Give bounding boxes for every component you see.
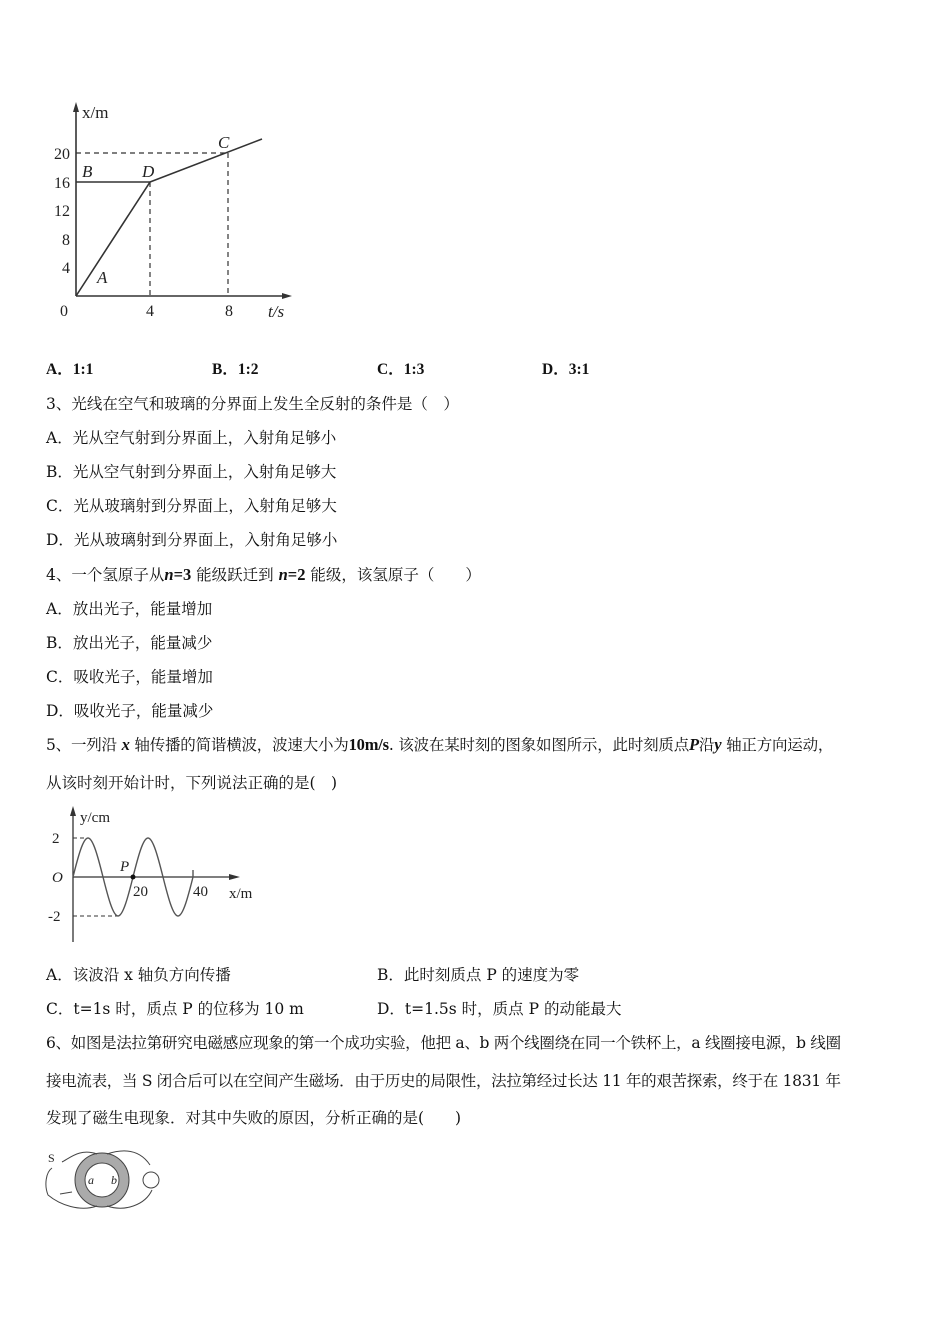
question-5-stem-line2: 从该时刻开始计时，下列说法正确的是( ) <box>46 774 338 792</box>
option-a[interactable]: A．光从空气射到分界面上，入射角足够小 <box>46 429 337 447</box>
option-b[interactable]: B．1:2 <box>212 361 259 378</box>
question-3-stem: 3、光线在空气和玻璃的分界面上发生全反射的条件是（ ） <box>46 395 459 413</box>
x-tick: 20 <box>133 884 148 900</box>
question-4-stem: 4、一个氢原子从n=3 能级跃迁到 n=2 能级，该氢原子（ ） <box>46 565 481 584</box>
x-tick: 4 <box>146 303 154 320</box>
question-6-stem-line1: 6、如图是法拉第研究电磁感应现象的第一个成功实验，他把 a、b 两个线圈绕在同一个铁杯上，a 线圈接电源，b 线圈 <box>46 1034 841 1052</box>
option-b[interactable]: B．此时刻质点 P 的速度为零 <box>377 966 580 984</box>
option-c[interactable]: C．吸收光子，能量增加 <box>46 668 213 686</box>
y-tick: 8 <box>62 232 70 249</box>
y-tick: 16 <box>54 175 70 192</box>
point-p-label: P <box>120 859 130 875</box>
coil-a-label: a <box>88 1173 94 1187</box>
question-6-stem-line2: 接电流表，当 S 闭合后可以在空间产生磁场．由于历史的局限性，法拉第经过长达 11 年的艰苦探索，终于在 1831 年 <box>46 1072 841 1090</box>
option-d[interactable]: D．光从玻璃射到分界面上，入射角足够小 <box>46 531 338 549</box>
y-axis-label: x/m <box>82 103 109 122</box>
x-tick: 40 <box>193 884 208 900</box>
y-tick: 2 <box>52 831 60 847</box>
x-axis-label: x/m <box>229 886 253 902</box>
point-label: A <box>97 268 108 287</box>
option-d[interactable]: D．t=1.5s 时，质点 P 的动能最大 <box>377 1000 622 1018</box>
x-axis-label: t/s <box>268 302 285 321</box>
option-d[interactable]: D．吸收光子，能量减少 <box>46 702 214 720</box>
option-a[interactable]: A．该波沿 x 轴负方向传播 <box>46 966 231 984</box>
option-b[interactable]: B．光从空气射到分界面上，入射角足够大 <box>46 463 337 481</box>
question-6-stem-line3: 发现了磁生电现象．对其中失败的原因，分析正确的是( ) <box>46 1109 462 1127</box>
origin-label: 0 <box>60 303 68 320</box>
switch-label: S <box>48 1151 55 1165</box>
question-5-stem: 5、一列沿 x 轴传播的简谐横波，波速大小为10m/s. 该波在某时刻的图象如图所示，此时刻质点P沿y 轴正方向运动， <box>46 735 834 754</box>
option-c[interactable]: C．1:3 <box>377 361 425 378</box>
origin-label: O <box>52 870 63 886</box>
x-tick: 8 <box>225 303 233 320</box>
option-a[interactable]: A．放出光子，能量增加 <box>46 600 213 618</box>
y-axis-label: y/cm <box>80 810 110 826</box>
y-tick: 4 <box>62 260 70 277</box>
y-tick: -2 <box>48 909 61 925</box>
point-label: D <box>142 162 155 181</box>
option-c[interactable]: C．t=1s 时，质点 P 的位移为 10 m <box>46 1000 304 1018</box>
option-d[interactable]: D．3:1 <box>542 361 590 378</box>
option-c[interactable]: C．光从玻璃射到分界面上，入射角足够大 <box>46 497 337 515</box>
coil-b-label: b <box>111 1173 117 1187</box>
y-tick: 12 <box>54 203 70 220</box>
option-a[interactable]: A．1:1 <box>46 361 94 378</box>
option-b[interactable]: B．放出光子，能量减少 <box>46 634 213 652</box>
point-label: C <box>218 133 230 152</box>
y-tick: 20 <box>54 146 70 163</box>
point-label: B <box>82 162 93 181</box>
